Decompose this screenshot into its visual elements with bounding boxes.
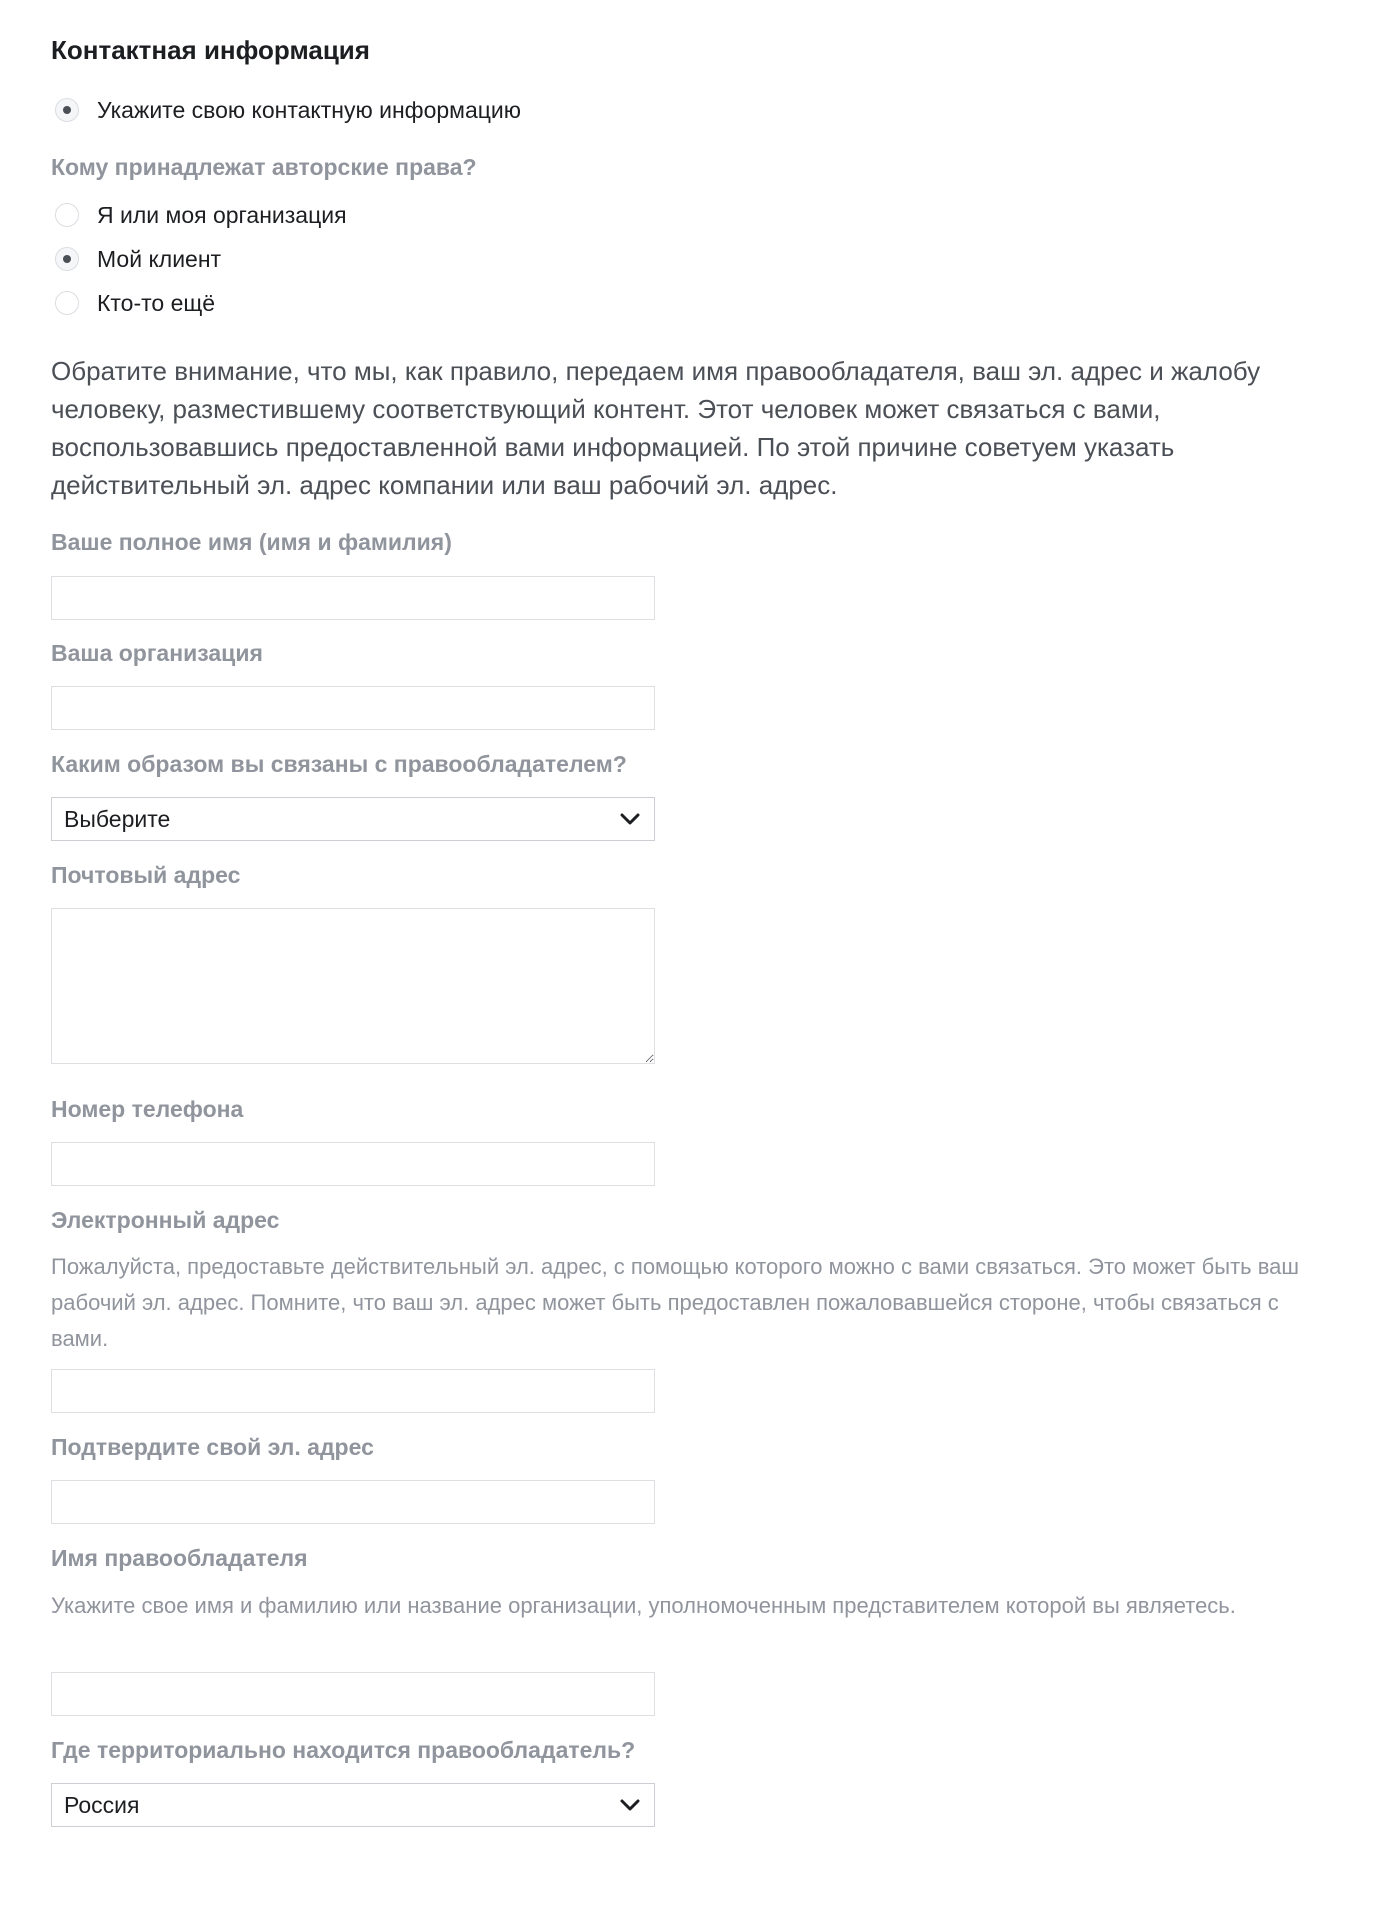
radio-button-checked[interactable] [55,98,79,122]
radio-label: Я или моя организация [97,201,347,228]
radio-someone-else[interactable] [55,288,215,318]
phone-input[interactable] [51,1142,655,1186]
radio-my-client[interactable] [55,244,221,274]
radio-button[interactable] [55,291,79,315]
radio-provide-contact-info[interactable] [55,95,521,125]
relation-select-value: Выберите [64,805,171,832]
confirm-email-label: Подтвердите свой эл. адрес [51,1434,374,1460]
rights-holder-location-label: Где территориально находится правообладатель? [51,1737,636,1763]
organization-input[interactable] [51,686,655,730]
phone-label: Номер телефона [51,1096,244,1122]
rights-holder-location-select[interactable] [51,1783,655,1827]
section-title: Контактная информация [51,35,370,65]
rights-holder-name-input[interactable] [51,1672,655,1716]
radio-label: Мой клиент [97,245,222,272]
ownership-question: Кому принадлежат авторские права? [51,154,477,180]
rights-holder-name-label: Имя правообладателя [51,1545,308,1571]
full-name-input[interactable] [51,576,655,620]
relation-select[interactable] [51,797,655,841]
postal-address-label: Почтовый адрес [51,862,241,888]
email-label: Электронный адрес [51,1207,280,1233]
chevron-down-icon [618,1793,642,1817]
full-name-label: Ваше полное имя (имя и фамилия) [51,529,452,555]
radio-label: Укажите свою контактную информацию [97,96,522,123]
organization-label: Ваша организация [51,640,263,666]
email-help-text: Пожалуйста, предоставьте действительный эл. адрес, с помощью которого можно с вами связаться. Это может быть ваш рабочий эл. адрес. Помните, что ваш эл. адрес может быть предоставлен пожаловавшейся стороне, чтобы связаться с вами. [51,1254,1300,1351]
confirm-email-input[interactable] [51,1480,655,1524]
privacy-notice: Обратите внимание, что мы, как правило, передаем имя правообладателя, ваш эл. адрес и жалобу человеку, разместившему соответствующий контент. Этот человек может связаться с вами, воспользовавшись предоставленной вами информацией. По этой причине советуем указать действительный эл. адрес компании или ваш рабочий эл. адрес. [51,356,1261,500]
radio-label: Кто-то ещё [97,289,216,316]
radio-button-checked[interactable] [55,247,79,271]
rights-holder-name-help-text: Укажите свое имя и фамилию или название организации, уполномоченным представителем которой вы являетесь. [51,1593,1236,1618]
email-input[interactable] [51,1369,655,1413]
rights-holder-location-select-value: Россия [64,1791,140,1818]
chevron-down-icon [618,807,642,831]
postal-address-textarea[interactable] [51,908,655,1064]
relation-label: Каким образом вы связаны с правообладателем? [51,751,627,777]
radio-button[interactable] [55,203,79,227]
radio-me-or-my-organization[interactable] [55,200,347,230]
